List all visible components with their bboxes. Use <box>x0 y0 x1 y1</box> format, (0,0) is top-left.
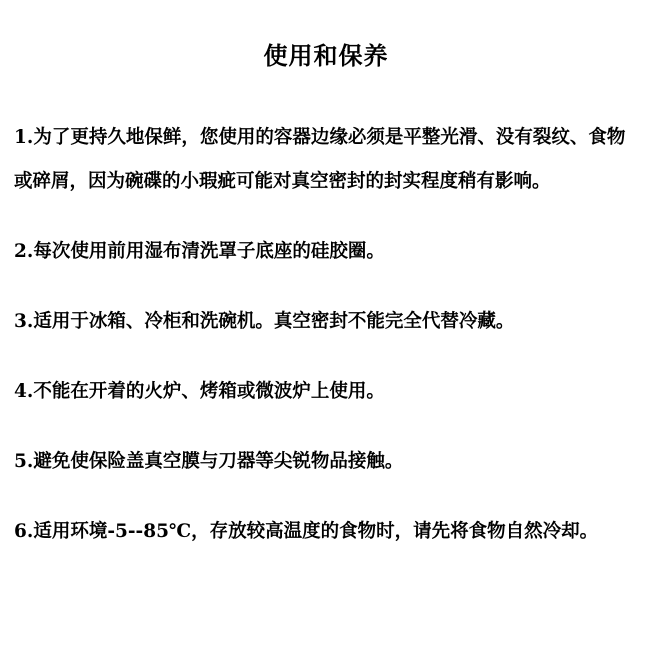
list-item-6: 6.适用环境-5--85℃，存放较高温度的食物时，请先将食物自然冷却。 <box>14 521 599 542</box>
list-item-4: 4.不能在开着的火炉、烤箱或微波炉上使用。 <box>14 381 385 402</box>
document-title: 使用和保养 <box>263 41 389 70</box>
list-item-5: 5.避免使保险盖真空膜与刀器等尖锐物品接触。 <box>14 451 404 472</box>
usage-care-list <box>14 116 642 580</box>
list-item-2: 2.每次使用前用湿布清洗罩子底座的硅胶圈。 <box>14 241 385 262</box>
list-item-1: 1.为了更持久地保鲜，您使用的容器边缘必须是平整光滑、没有裂纹、食物或碎屑，因为碗碟的小瑕疵可能对真空密封的封实程度稍有影响。 <box>14 127 626 192</box>
list-item-3: 3.适用于冰箱、冷柜和洗碗机。真空密封不能完全代替冷藏。 <box>14 311 515 332</box>
